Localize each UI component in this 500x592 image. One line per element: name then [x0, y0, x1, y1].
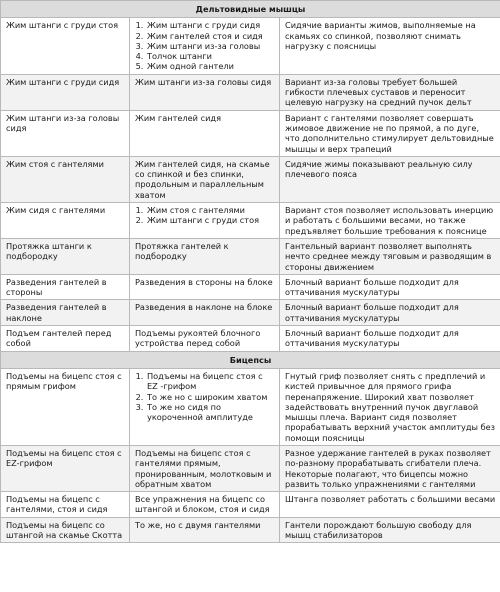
- variant-item: Жим гантелей сидя: [135, 112, 222, 123]
- variant-item: Протяжка гантелей к подбородку: [135, 240, 229, 262]
- variant-item: Жим гантелей сидя, на скамье со спинкой и без спинки, продольным и параллельным хватом: [135, 158, 270, 200]
- variant-item: Разведения в стороны на блоке: [135, 276, 273, 287]
- table-row: [1, 110, 500, 156]
- exercise-cell: Жим сидя с гантелями: [1, 203, 130, 239]
- variants-cell: [130, 492, 280, 518]
- exercise-cell: Подъемы на бицепс стоя с прямым грифом: [1, 368, 130, 445]
- variant-item: 2. То же но с широким хватом: [146, 392, 275, 402]
- exercise-cell: Жим штанги из-за головы сидя: [1, 110, 130, 156]
- variant-item: 1. Жим штанги с груди сидя: [146, 20, 275, 30]
- variants-cell: [130, 156, 280, 202]
- variants-cell: [130, 368, 280, 445]
- section-title: Дельтовидные мышцы: [1, 1, 500, 18]
- variant-item: Подъемы на бицепс стоя с гантелями прямым, пронированным, молотковым и обратным хватом: [135, 447, 272, 489]
- variants-cell: [130, 18, 280, 74]
- section-header-row: [1, 351, 500, 368]
- note-cell: Гантельный вариант позволяет выполнять нечто среднее между тяговым и разводящим в стороны движением: [280, 238, 500, 274]
- exercise-cell: Разведения гантелей в наклоне: [1, 300, 130, 326]
- variants-cell: [130, 445, 280, 491]
- table-row: [1, 326, 500, 352]
- variants-list: [135, 20, 275, 71]
- variants-list: [135, 371, 275, 422]
- exercise-cell: Подъем гантелей перед собой: [1, 326, 130, 352]
- variants-cell: [130, 326, 280, 352]
- variant-item: 1. Жим стоя с гантелями: [146, 205, 275, 215]
- section-title: Бицепсы: [1, 351, 500, 368]
- note-cell: Вариант из-за головы требует большей гибкости плечевых суставов и переносит целевую нагрузку на средний пучок дельт: [280, 74, 500, 110]
- table-row: [1, 274, 500, 300]
- variant-item: Жим штанги из-за головы сидя: [135, 76, 272, 87]
- table-row: [1, 445, 500, 491]
- variant-item: 4. Толчок штанги: [146, 51, 275, 61]
- variants-cell: [130, 110, 280, 156]
- table-row: [1, 300, 500, 326]
- variant-item: Все упражнения на бицепс со штангой и блоком, стоя и сидя: [135, 494, 270, 515]
- note-cell: Гнутый гриф позволяет снять с предплечий и кистей привычное для прямого грифа перенапряжение. Широкий хват позволяет задействовать внутренний пучок двуглавой мышцы плеча. Вариант сидя позволяет прорабатывать верхний участок амплитуды без помощи поясницы: [280, 368, 500, 445]
- variant-item: Подъемы рукоятей блочного устройства перед собой: [135, 328, 261, 349]
- exercise-cell: Жим штанги с груди сидя: [1, 74, 130, 110]
- note-cell: Вариант с гантелями позволяет совершать жимовое движение не по прямой, а по дуге, что дополнительно стимулирует дельтовидные мышцы и верх трапеций: [280, 110, 500, 156]
- table-row: [1, 156, 500, 202]
- variant-item: 1. Подъемы на бицепс стоя с EZ -грифом: [146, 371, 275, 392]
- note-cell: Штанга позволяет работать с большими весами: [280, 492, 500, 518]
- exercise-cell: Подъемы на бицепс стоя с EZ-грифом: [1, 445, 130, 491]
- note-cell: Блочный вариант больше подходит для оттачивания мускулатуры: [280, 300, 500, 326]
- note-cell: Блочный вариант больше подходит для оттачивания мускулатуры: [280, 274, 500, 300]
- table-row: [1, 517, 500, 543]
- variants-list: [135, 205, 275, 226]
- table-row: [1, 203, 500, 239]
- exercise-cell: Протяжка штанги к подбородку: [1, 238, 130, 274]
- variant-item: 3. Жим штанги из-за головы: [146, 41, 275, 51]
- variant-item: 2. Жим штанги с груди стоя: [146, 215, 275, 225]
- note-cell: Гантели порождают большую свободу для мышц стабилизаторов: [280, 517, 500, 543]
- variant-item: 5. Жим одной гантели: [146, 61, 275, 71]
- variant-item: 2. Жим гантелей стоя и сидя: [146, 31, 275, 41]
- variants-cell: [130, 238, 280, 274]
- table-row: [1, 368, 500, 445]
- note-cell: Вариант стоя позволяет использовать инерцию и работать с большими весами, но также предъявляет большие требования к пояснице: [280, 203, 500, 239]
- variant-item: То же, но с двумя гантелями: [135, 519, 261, 530]
- table-row: [1, 18, 500, 74]
- exercise-cell: Разведения гантелей в стороны: [1, 274, 130, 300]
- exercise-cell: Жим штанги с груди стоя: [1, 18, 130, 74]
- section-header-row: [1, 1, 500, 18]
- exercise-cell: Подъемы на бицепс со штангой на скамье Скотта: [1, 517, 130, 543]
- table-row: [1, 492, 500, 518]
- table-row: [1, 74, 500, 110]
- variants-cell: [130, 517, 280, 543]
- note-cell: Разное удержание гантелей в руках позволяет по-разному прорабатывать сгибатели плеча. Некоторые полагают, что бицепсы можно развить только упражнениями с гантелями: [280, 445, 500, 491]
- variants-cell: [130, 274, 280, 300]
- note-cell: Блочный вариант больше подходит для оттачивания мускулатуры: [280, 326, 500, 352]
- exercise-cell: Жим стоя с гантелями: [1, 156, 130, 202]
- exercise-cell: Подъемы на бицепс с гантелями, стоя и сидя: [1, 492, 130, 518]
- variant-item: Разведения в наклоне на блоке: [135, 302, 273, 313]
- note-cell: Сидячие варианты жимов, выполняемые на скамьях со спинкой, позволяют снимать нагрузку с поясницы: [280, 18, 500, 74]
- variants-cell: [130, 300, 280, 326]
- table-row: [1, 238, 500, 274]
- note-cell: Сидячие жимы показывают реальную силу плечевого пояса: [280, 156, 500, 202]
- variant-item: 3. То же но сидя по укороченной амплитуде: [146, 402, 275, 423]
- variants-cell: [130, 74, 280, 110]
- variants-cell: [130, 203, 280, 239]
